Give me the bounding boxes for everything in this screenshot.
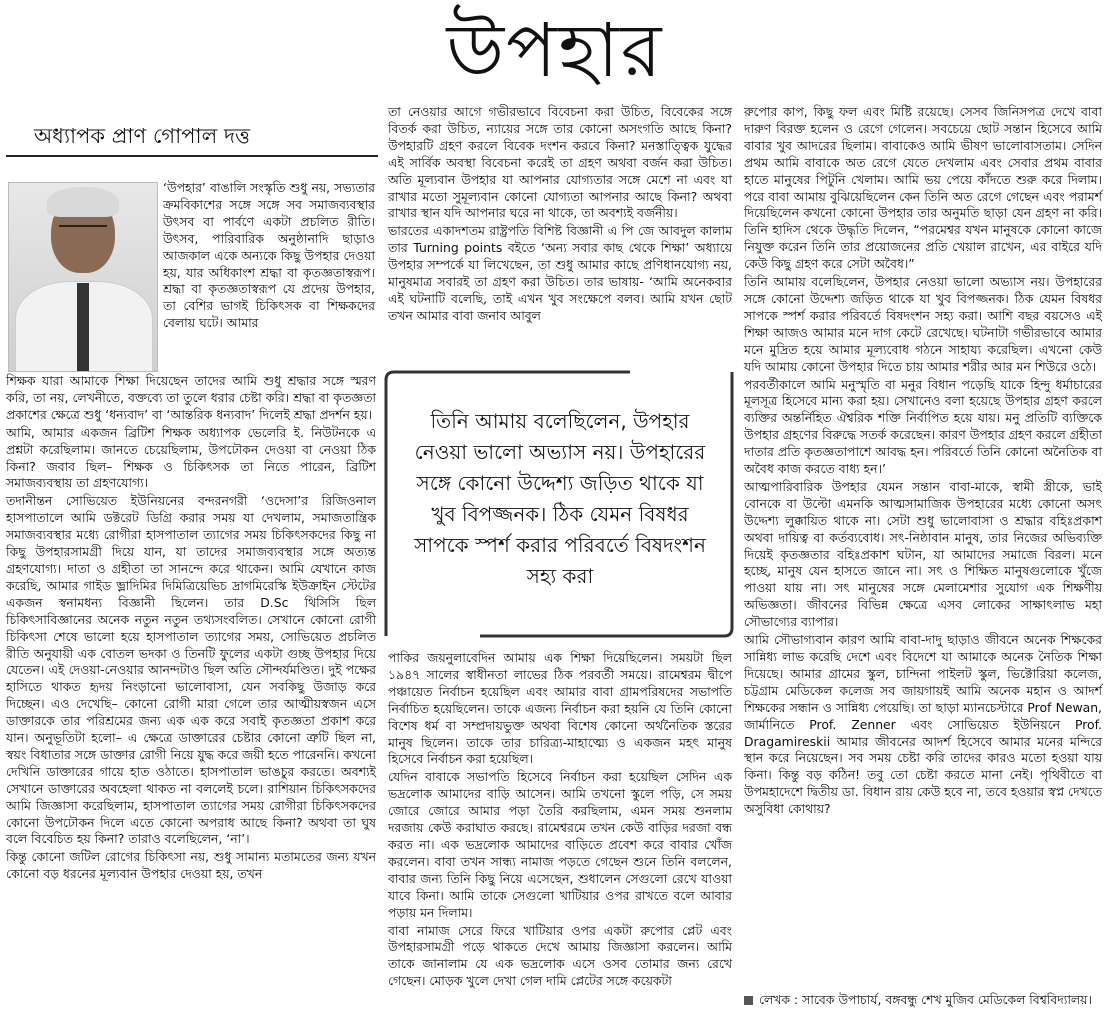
column-1-bottom (6, 373, 376, 884)
column-2-top (388, 104, 732, 326)
pull-quote-text: তিনি আমায় বলেছিলেন, উপহার নেওয়া ভালো অভ্যাস নয়। উপহারের সঙ্গে কোনো উদ্দেশ্য জড়িত থাকে যা খুব বিপজ্জনক। ঠিক যেমন বিষধর সাপকে স্পর্শ করার পরিবর্তে বিষদংশন সহ্য করা (414, 409, 706, 588)
paragraph: রুপোর কাপ, কিছু ফল এবং মিষ্টি রয়েছে। সেসব জিনিসপত্র দেখে বাবা দারুণ বিরক্ত হলেন ও রেগে গেলেন। সবচেয়ে ছোট সন্তান হিসেবে আমি বাবার খুব আদরের ছিলাম। বাবাকেও আমি ভীষণ ভালোবাসতাম। সেদিন প্রথম আমি বাবাকে অত রেগে যেতে দেখলাম এবং সেবার প্রথম বাবার হাতে মানুষের পিটুনি খেলাম। আমি ভয় পেয়ে কাঁদতে শুরু করে দিলাম। পরে বাবা আমায় বুঝিয়েছিলেন কেন তিনি অত রেগে গেছেন এবং পরামর্শ দিয়েছিলেন কখনো কোনো উপহার তার অনুমতি ছাড়া যেন গ্রহণ না করি। তিনি হাদিস থেকে উদ্ধৃতি দিলেন, “পরমেশ্বর যখন মানুষকে কোনো কাজে নিযুক্ত করেন তিনি তার প্রয়োজনের প্রতি খেয়াল রাখেন, এর বাইরে যদি কেউ কিছু গ্রহণ করে সেটা অবৈধ।” (744, 104, 1102, 272)
column-2-bottom (388, 650, 732, 991)
column-1-top (163, 180, 375, 333)
paragraph: শিক্ষক যারা আমাকে শিক্ষা দিয়েছেন তাদের আমি শুধু শ্রদ্ধার সঙ্গে স্মরণ করি, তা নয়, লেখনীতে, বক্তব্যে তা তুলে ধরার চেষ্টা করি। শ্রদ্ধা বা কৃতজ্ঞতা প্রকাশের ক্ষেত্রে শুধু ‘ধন্যবাদ’ বা ‘আন্তরিক ধন্যবাদ’ দিলেই শ্রদ্ধা প্রদর্শন হয়। (6, 373, 376, 422)
paragraph: তিনি আমায় বলেছিলেন, উপহার নেওয়া ভালো অভ্যাস নয়। উপহারের সঙ্গে কোনো উদ্দেশ্য জড়িত থাকে যা খুব বিপজ্জনক। ঠিক যেমন বিষধর সাপকে স্পর্শ করার পরিবর্তে বিষদংশন সহ্য করা। আশি বছর বয়সেও এই শিক্ষা আজও আমার মনে দাগ কেটে রেখেছে। ঘটনাটা গভীরভাবে আমার মনে মুদ্রিত হয়ে আমার মূল্যবোধ গঠনে সাহায্য করেছিল। এখনো কেউ যদি আমায় কোনো উপহার দিতে চায় আমার শরীর আর মন শিউরে ওঠে। (744, 274, 1102, 374)
paragraph: আমি, আমার একজন ব্রিটিশ শিক্ষক অধ্যাপক ভেলেরি ই. নিউটনকে এ প্রশ্নটা করেছিলাম। জানতে চেয়েছিলাম, উপঢৌকন দেওয়া বা নেওয়া ঠিক কিনা? জবাব ছিল– শিক্ষক ও চিকিৎসক তা নিতে পারেন, ব্রিটিশ সমাজব্যবস্থায় তা গ্রহণযোগ্য। (6, 424, 376, 491)
byline-rule (6, 155, 378, 157)
paragraph: আত্মপারিবারিক উপহার যেমন সন্তান বাবা-মাকে, স্বামী স্ত্রীকে, ভাই বোনকে বা উল্টো এমনকি আত্মসামাজিক উপহারের মধ্যে কোনো অসৎ উদ্দেশ্য লুক্কায়িত থাকে না। সেটা শুধু ভালোবাসা ও শ্রদ্ধার বহিঃপ্রকাশ অথবা দায়িত্ব বা কর্তব্যবোধ। সৎ-নিষ্ঠাবান মানুষ, তার নিজের অভিব্যক্তি দিয়েই কৃতজ্ঞতার বহিঃপ্রকাশ ঘটান, যা আমাদের সমাজে বিরল। মনে হচ্ছে, মানুষ যেন হাসতে জানে না। সৎ ও শিক্ষিত মানুষগুলোকে খুঁজে পাওয়া যায় না। সৎ মানুষের সঙ্গে মেলামেশার সুযোগ এক শিক্ষণীয় অভিজ্ঞতা। জীবনের বিভিন্ন ক্ষেত্রে এসব লোকের সাক্ষাৎলাভ মহা সৌভাগ্যের ব্যাপার। (744, 478, 1102, 630)
author-byline: অধ্যাপক প্রাণ গোপাল দত্ত (34, 124, 250, 148)
column-3 (744, 104, 1102, 819)
paragraph: তা নেওয়ার আগে গভীরভাবে বিবেচনা করা উচিত, বিবেকের সঙ্গে বিতর্ক করা উচিত, ন্যায়ের সঙ্গে তার কোনো অসংগতি আছে কিনা? উপহারটি গ্রহণ করলে বিবেক দংশন করবে কিনা? মনস্তাত্ত্বিক যুদ্ধের এই সার্বিক অবস্থা বিবেচনা করেই তা গ্রহণ অথবা বর্জন করা উচিত। অতি মূল্যবান উপহার যা আপনার যোগ্যতার সঙ্গে মেশে না এবং যা রাখার মতো সুমূল্যবান কোনো যোগ্যতা আপনার আছে কিনা? অথবা রাখার স্থান যদি আপনার ঘরে না থাকে, তা অবশ্যই বর্জনীয়। (388, 104, 732, 221)
paragraph: পাকির জয়নুলাবেদিন আমায় এক শিক্ষা দিয়েছিলেন। সময়টা ছিল ১৯৪৭ সালের স্বাধীনতা লাভের ঠিক পরবর্তী সময়ে। রামেশ্বরম দ্বীপে পঞ্চায়েত নির্বাচন হয়েছিল এবং আমার বাবা গ্রামপরিষদের সভাপতি নির্বাচিত হয়েছিলেন। তাকে এজন্য নির্বাচন করা হয়নি যে তিনি কোনো বিশেষ ধর্ম বা সম্প্রদায়ভুক্ত অথবা বিশেষ কোনো অর্থনৈতিক স্তরের মানুষ ছিলেন। তাকে তার চারিত্র্য-মাহাত্ম্যে ও একজন মহৎ মানুষ হিসেবে নির্বাচন করা হয়েছিল। (388, 650, 732, 767)
paragraph: আমি সৌভাগ্যবান কারণ আমি বাবা-দাদু ছাড়াও জীবনে অনেক শিক্ষকের সান্নিধ্য লাভ করেছি দেশে এবং বিদেশে যা আমাকে অনেক নৈতিক শিক্ষা দিয়েছে। আমার গ্রামের স্কুল, চান্দিনা পাইলট স্কুল, ভিক্টোরিয়া কলেজ, চট্টগ্রাম মেডিকেল কলেজ সব জায়গায়ই আমি অনেক মহান ও আদর্শ শিক্ষকের সন্ধান ও সান্নিধ্য পেয়েছি। তা ছাড়া ম্যানচেস্টারে Prof Newan, জার্মানিতে Prof. Zenner এবং সোভিয়েত ইউনিয়নে Prof. Dragamireskii আমার জীবনের আদর্শ হিসেবে আমার মনের মন্দিরে স্থান করে নিয়েছেন। সব সময় চেষ্টা করি তাদের কারও মতো হওয়া যায় কিনা। কিন্তু বড় কঠিন! তবু তো চেষ্টা করতে মানা নেই। পৃথিবীতে বা উপমহাদেশে দ্বিতীয় ডা. বিধান রায় কেউ হবে না, তবে হওয়ার স্বপ্ন দেখতে অসুবিধা কোথায়? (744, 632, 1102, 817)
pull-quote (380, 366, 738, 638)
headline: উপহার (446, 8, 664, 94)
paragraph: ‘উপহার’ বাঙালি সংস্কৃতি শুধু নয়, সভ্যতার ক্রমবিকাশের সঙ্গে সঙ্গে সব সমাজব্যবস্থার উৎসব বা পার্বণে একটা প্রচলিত রীতি। উৎসব, পারিবারিক অনুষ্ঠানাদি ছাড়াও আজকাল একে অন্যকে কিছু উপহার দেওয়া হয়, যার অধিকাংশ শ্রদ্ধা বা কৃতজ্ঞতাস্বরূপ। শ্রদ্ধা বা কৃতজ্ঞতাস্বরূপ যে প্রদেয় উপহার, তা বেশির ভাগই চিকিৎসক বা শিক্ষকদের বেলায় ঘটে। আমার (163, 180, 375, 331)
paragraph: পরবর্তীকালে আমি মনুস্মৃতি বা মনুর বিধান পড়েছি যাকে হিন্দু ধর্মাচারের মূলসূত্র হিসেবে মান্য করা হয়। সেখানেও বলা হয়েছে উপহার গ্রহণ করলে ব্যক্তির অন্তর্নিহিত ঐশ্বরিক শক্তি নির্বাপিত হয়ে যায়। মনু প্রতিটি ব্যক্তিকে উপহার গ্রহণের বিরুদ্ধে সতর্ক করেছেন। কারণ উপহার গ্রহণ করলে গ্রহীতা দাতার প্রতি কৃতজ্ঞতাপাশে আবদ্ধ হন। পরিবর্তে তিনি কোনো অনৈতিক বা অবৈধ কাজ করতে বাধ্য হন।’ (744, 376, 1102, 477)
paragraph: তদানীন্তন সোভিয়েত ইউনিয়নের বন্দরনগরী ‘ওদেসা’র রিজিওনাল হাসপাতালে আমি ডক্টরেট ডিগ্রি করার সময় যা দেখলাম, সমাজতান্ত্রিক সমাজব্যবস্থার মধ্যে রোগীরা হাসপাতাল ত্যাগের সময় চিকিৎসকদের কিছু না কিছু উপহারসামগ্রী দিয়ে যান, যা তাদের সমাজব্যবস্থার সঙ্গে অত্যন্ত গ্রহণযোগ্য। দাতা ও গ্রহীতা তা সানন্দে করে থাকেন। আমি যেখানে কাজ করেছি, আমার গাইড ভ্লাদিমির দিমিত্রিয়েভিচ দ্রাগমিরেস্কি ইউক্রাইন স্টেটের একজন স্বনামধন্য বিজ্ঞানী ছিলেন। তার D.Sc থিসিসি ছিল চিকিৎসাবিজ্ঞানের অনেক নতুন নতুন তথ্যসংবলিত। সেখানে কোনো রোগী চিকিৎসা শেষে ভালো হয়ে হাসপাতাল ত্যাগের সময়, সোভিয়েত প্রচলিত রীতি অনুযায়ী এক বোতল ভদকা ও তিনটি ফুলের একটা গুচ্ছ উপহার দিয়ে যেতেন। এই দেওয়া-নেওয়ার আনন্দটাও ছিল অতি সৌন্দর্যমণ্ডিত। দুই পক্ষের হাসিতে থাকত হৃদয় নিংড়ানো ভালোবাসা, যেন সবকিছু উজাড় করে দিচ্ছেন। এও দেখেছি– কোনো রোগী মারা গেলে তার আত্মীয়স্বজন এসে ডাক্তারকে তার পরিশ্রমের জন্য এক এক করে সবাই কৃতজ্ঞতা প্রকাশ করে যান। অনুভূতিটা হলো– এ ক্ষেত্রে ডাক্তারের চেষ্টার কোনো ত্রুটি ছিল না, স্বয়ং বিধাতার সঙ্গে ডাক্তার রোগী নিয়ে যুদ্ধ করে জয়ী হতে পারেননি। কখনো দেখিনি ডাক্তারের গায়ে হাত ওঠাতে। হাসপাতাল ভাঙচুর করতে। অবশ্যই সেখানে ডাক্তারের অবহেলা থাকত না বললেই চলে। রাশিয়ান চিকিৎসকদের আমি জিজ্ঞাসা করেছিলাম, হাসপাতাল ত্যাগের সময় রোগীরা চিকিৎসকদের কোনো উপঢৌকন দিলে এতে কোনো অপরাধ আছে কিনা? অথবা তা ঘুষ বলে বিবেচিত হয় কিনা? তারাও বলেছিলেন, ‘না’। (6, 493, 376, 847)
paragraph: বাবা নামাজ সেরে ফিরে খাটিয়ার ওপর একটা রুপোর প্লেট এবং উপহারসামগ্রী পড়ে থাকতে দেখে আমায় জিজ্ঞাসা করলেন। আমি তাকে জানালাম যে এক ভদ্রলোক এসে ওসব তোমার জন্য রেখে গেছেন। মোড়ক খুলে দেখা গেল দামি প্লেটের সঙ্গে কয়েকটা (388, 922, 732, 989)
square-bullet-icon (744, 996, 753, 1005)
author-note (744, 992, 1102, 1009)
paragraph: কিন্তু কোনো জটিল রোগের চিকিৎসা নয়, শুধু সামান্য মতামতের জন্য যখন কোনো বড় ধরনের মূল্যবান উপহার দেওয়া হয়, তখন (6, 849, 376, 882)
author-photo (8, 182, 158, 372)
paragraph: যেদিন বাবাকে সভাপতি হিসেবে নির্বাচন করা হয়েছিল সেদিন এক ভদ্রলোক আমাদের বাড়ি আসেন। আমি তখনো স্কুলে পড়ি, সে সময় জোরে জোরে আমার পড়া তৈরি করছিলাম, এমন সময় শুনলাম দরজায় কেউ করাঘাত করছে। রামেশ্বরমে তখন কেউ বাড়ির দরজা বন্ধ করত না। এক ভদ্রলোক আমাদের বাড়িতে প্রবেশ করে বাবার খোঁজ করলেন। বাবা তখন সান্ধ্য নামাজ পড়তে গেছেন শুনে তিনি বললেন, বাবার জন্য তিনি কিছু নিয়ে এসেছেন, শুধালেন সেগুলো রেখে যাওয়া যাবে কিনা। আমি তাকে সেগুলো খাটিয়ার ওপর রাখতে বলে আবার পড়ায় মন দিলাম। (388, 769, 732, 920)
author-note-text: লেখক : সাবেক উপাচার্য, বঙ্গবন্ধু শেখ মুজিব মেডিকেল বিশ্ববিদ্যালয়। (759, 992, 1092, 1007)
paragraph: ভারতের একাদশতম রাষ্ট্রপতি বিশিষ্ট বিজ্ঞানী এ পি জে আবদুল কালাম তার Turning points বইতে ‘অন্য সবার কাছ থেকে শিক্ষা’ অধ্যায়ে উপহার সম্পর্কে যা লিখেছেন, তা শুধু আমার কাছে প্রণিধানযোগ্য নয়, মানুষমাত্র সবারই তা গ্রহণ করা উচিত। তার ভাষায়- ‘আমি অনেকবার এই ঘটনাটি বলেছি, তাই এখন খুব সংক্ষেপে বলব। আমি যখন ছোট তখন আমার বাবা জনাব আবুল (388, 223, 732, 323)
